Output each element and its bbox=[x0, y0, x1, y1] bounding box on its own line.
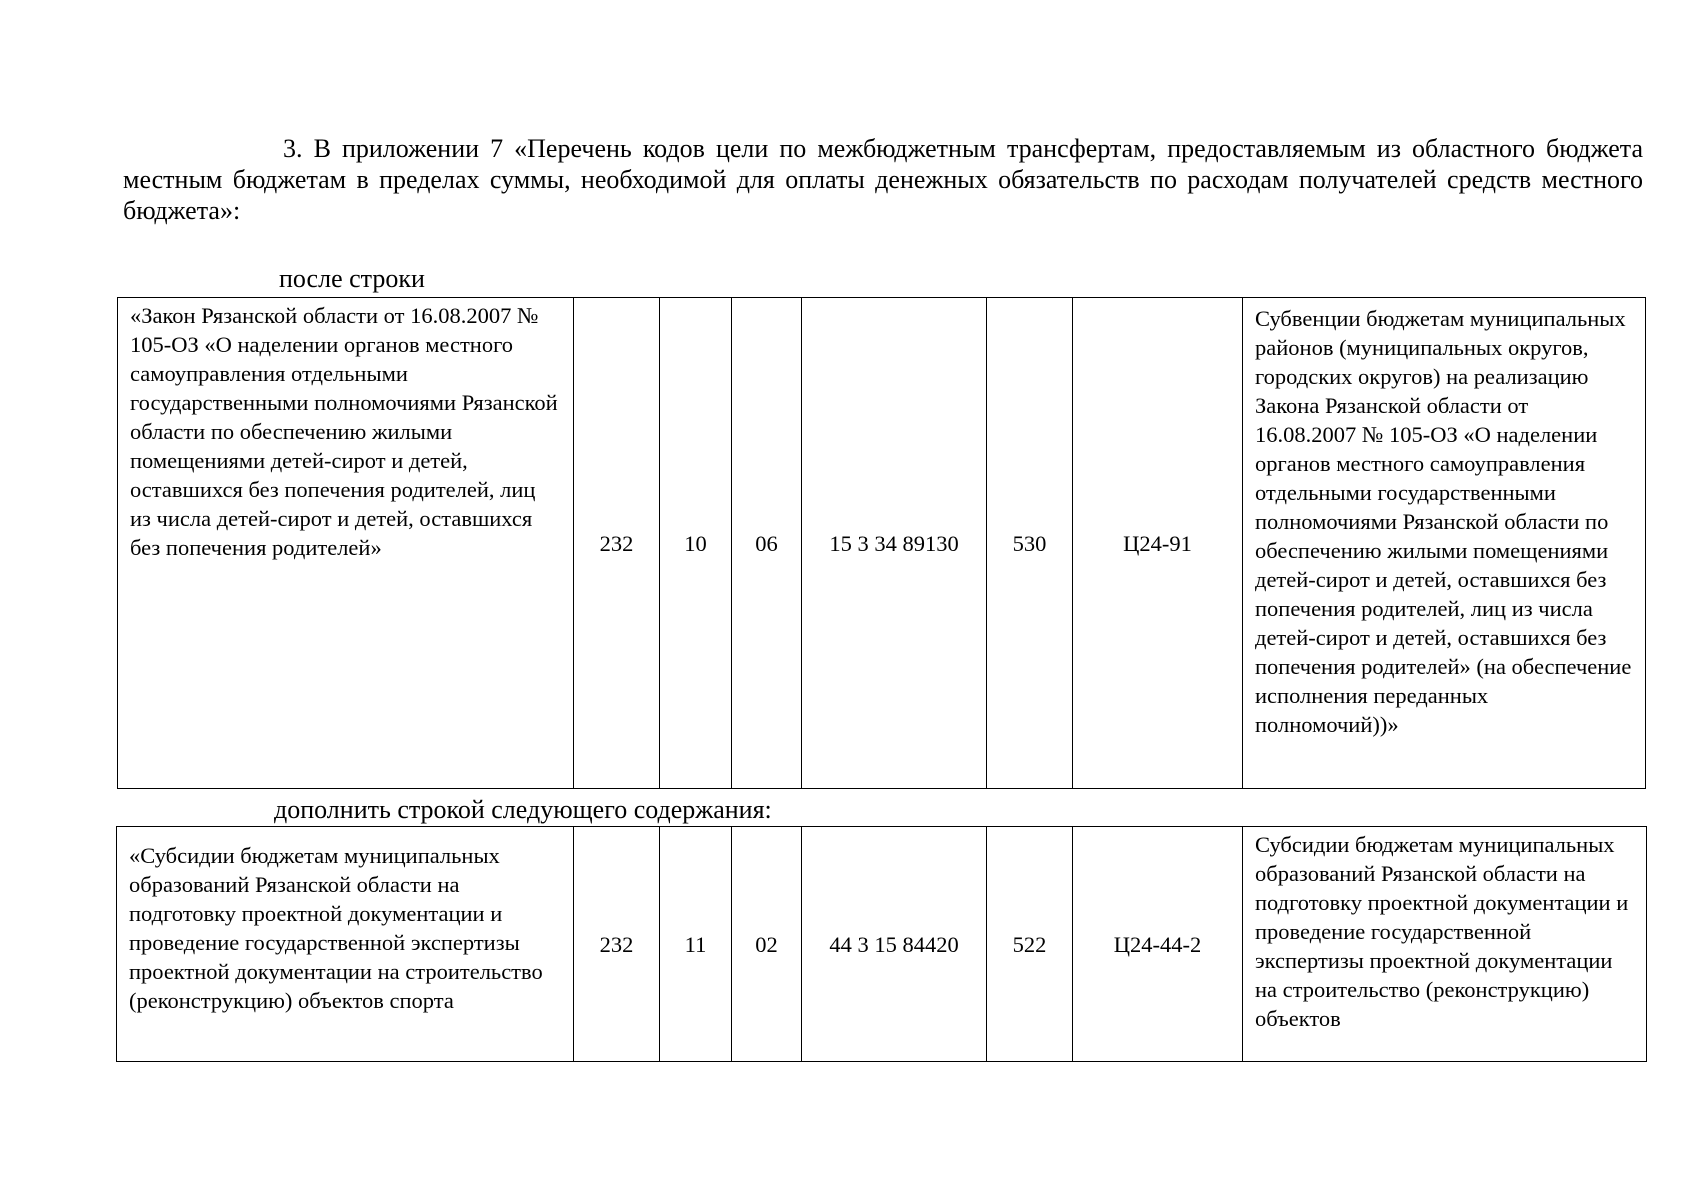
transfer-name-cell: «Закон Рязанской области от 16.08.2007 № 105-ОЗ «О наделении органов местного самоуправления отдельными государственными полномочиями Рязанской области по обеспечению жилыми помещениями детей-сирот и детей, оставшихся без попечения родителей, лиц из числа детей-сирот и детей, оставшихся без попечения родителей» bbox=[118, 298, 574, 789]
amendment-paragraph: 3. В приложении 7 «Перечень кодов цели по межбюджетным трансфертам, предоставляемым из областного бюджета местным бюджетам в пределах суммы, необходимой для оплаты денежных обязательств по расходам получателей средств местного бюджета»: bbox=[123, 134, 1643, 225]
transfer-name-cell: «Субсидии бюджетам муниципальных образований Рязанской области на подготовку проектной документации и проведение государственной экспертизы проектной документации на строительство (реконструкцию) объектов спорта bbox=[117, 827, 574, 1062]
purpose-name-cell: Субсидии бюджетам муниципальных образований Рязанской области на подготовку проектной документации и проведение государственной экспертизы проектной документации на строительство (реконструкцию) объектов bbox=[1243, 827, 1647, 1062]
existing-row-table bbox=[117, 297, 1646, 789]
table-row bbox=[118, 298, 1646, 789]
target-article-cell: 15 3 34 89130 bbox=[802, 298, 987, 789]
subsection-code-cell: 02 bbox=[732, 827, 802, 1062]
admin-code-cell: 232 bbox=[574, 827, 660, 1062]
section-code-cell: 11 bbox=[660, 827, 732, 1062]
purpose-code-cell: Ц24-44-2 bbox=[1073, 827, 1243, 1062]
new-row-table bbox=[116, 826, 1647, 1062]
admin-code-cell: 232 bbox=[574, 298, 660, 789]
section-code-cell: 10 bbox=[660, 298, 732, 789]
subsection-code-cell: 06 bbox=[732, 298, 802, 789]
add-row-caption: дополнить строкой следующего содержания: bbox=[274, 795, 772, 824]
purpose-name-cell: Субвенции бюджетам муниципальных районов (муниципальных округов, городских округов) на реализацию Закона Рязанской области от 16.08.2007 № 105-ОЗ «О наделении органов местного самоуправления отдельными государственными полномочиями Рязанской области по обеспечению жилыми помещениями детей-сирот и детей, оставшихся без попечения родителей, лиц из числа детей-сирот и детей, оставшихся без попечения родителей» (на обеспечение исполнения переданных полномочий))» bbox=[1243, 298, 1646, 789]
after-row-caption: после строки bbox=[279, 264, 425, 293]
expense-type-cell: 522 bbox=[987, 827, 1073, 1062]
target-article-cell: 44 3 15 84420 bbox=[802, 827, 987, 1062]
expense-type-cell: 530 bbox=[987, 298, 1073, 789]
table-row bbox=[117, 827, 1647, 1062]
purpose-code-cell: Ц24-91 bbox=[1073, 298, 1243, 789]
